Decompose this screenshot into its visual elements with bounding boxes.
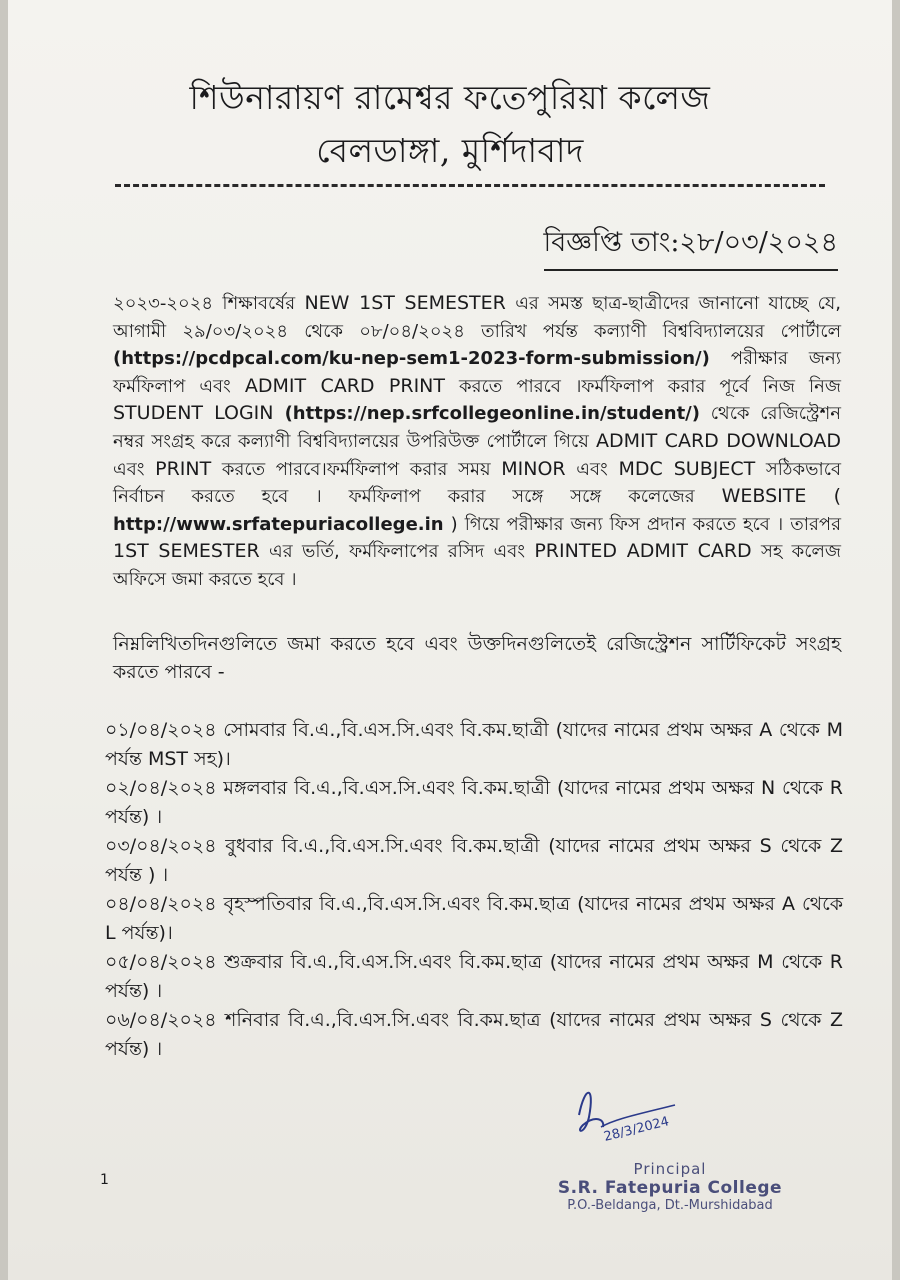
page-number: 1	[100, 1172, 109, 1188]
stamp-title: Principal	[633, 1160, 707, 1178]
schedule-item: ০১/০৪/২০২৪ সোমবার বি.এ.,বি.এস.সি.এবং বি.কম.ছাত্রী (যাদের নামের প্রথম অক্ষর A থেকে M পর্যন্ত MST সহ)।	[105, 719, 843, 770]
principal-signature	[565, 1075, 705, 1159]
college-website-link: http://www.srfatepuriacollege.in	[113, 513, 444, 535]
dashed-divider	[115, 184, 825, 187]
schedule-item: ০৪/০৪/২০২৪ বৃহস্পতিবার বি.এ.,বি.এস.সি.এবং বি.কম.ছাত্র (যাদের নামের প্রথম অক্ষর A থেকে L পর্যন্ত)।	[105, 893, 843, 944]
stamp-address: P.O.-Beldanga, Dt.-Murshidabad	[567, 1198, 773, 1213]
stamp-college: S.R. Fatepuria College	[557, 1178, 783, 1198]
college-location: বেলডাঙ্গা, মুর্শিদাবাদ	[316, 131, 584, 170]
principal-stamp	[540, 1160, 800, 1213]
notice-paragraph: ২০২৩-২০২৪ শিক্ষাবর্ষের NEW 1ST SEMESTER এর সমস্ত ছাত্র-ছাত্রীদের জানানো যাচ্ছে যে, আগামী ২৯/০৩/২০২৪ থেকে ০৮/০৪/২০২৪ তারিখ পর্যন্ত কল্যাণী বিশ্ববিদ্যালয়ের পোর্টালে (https://pcdpcal.com/ku-nep-sem1-2023-form-submission/) পরীক্ষার জন্য ফর্মফিলাপ এবং ADMIT CARD PRINT করতে পারবে ।ফর্মফিলাপ করার পূর্বে নিজ নিজ STUDENT LOGIN (https://nep.srfcollegeonline.in/student/) থেকে রেজিস্ট্রেশন নম্বর সংগ্রহ করে কল্যাণী বিশ্ববিদ্যালয়ের উপরিউক্ত পোর্টালে গিয়ে ADMIT CARD DOWNLOAD এবং PRINT করতে পারবে।ফর্মফিলাপ করার সময় MINOR এবং MDC SUBJECT সঠিকভাবে নির্বাচন করতে হবে । ফর্মফিলাপ করার সঙ্গে সঙ্গে কলেজের WEBSITE ( http://www.srfatepuriacollege.in ) গিয়ে পরীক্ষার জন্য ফিস প্রদান করতে হবে । তারপর 1ST SEMESTER এর ভর্তি, ফর্মফিলাপের রসিদ এবং PRINTED ADMIT CARD সহ কলেজ অফিসে জমা করতে হবে ।	[113, 292, 842, 590]
schedule-list	[105, 716, 843, 1064]
student-login-link: (https://nep.srfcollegeonline.in/student/)	[284, 403, 700, 425]
college-name: শিউনারায়ণ রামেশ্বর ফতেপুরিয়া কলেজ	[189, 78, 711, 117]
signature-date: 28/3/2024	[602, 1114, 671, 1145]
notice-date: বিজ্ঞপ্তি তাং:২৮/০৩/২০২৪	[544, 222, 838, 271]
submission-instruction: নিম্নলিখিতদিনগুলিতে জমা করতে হবে এবং উক্তদিনগুলিতেই রেজিস্ট্রেশন সার্টিফিকেট সংগ্রহ করতে পারবে -	[113, 633, 841, 683]
portal-link: (https://pcdpcal.com/ku-nep-sem1-2023-form-submission/)	[113, 348, 710, 370]
schedule-item: ০৩/০৪/২০২৪ বুধবার বি.এ.,বি.এস.সি.এবং বি.কম.ছাত্রী (যাদের নামের প্রথম অক্ষর S থেকে Z পর্যন্ত ) ।	[105, 835, 843, 886]
schedule-item: ০৫/০৪/২০২৪ শুক্রবার বি.এ.,বি.এস.সি.এবং বি.কম.ছাত্র (যাদের নামের প্রথম অক্ষর M থেকে R পর্যন্ত) ।	[105, 951, 843, 1002]
schedule-item: ০৬/০৪/২০২৪ শনিবার বি.এ.,বি.এস.সি.এবং বি.কম.ছাত্র (যাদের নামের প্রথম অক্ষর S থেকে Z পর্যন্ত) ।	[105, 1009, 843, 1060]
schedule-item: ০২/০৪/২০২৪ মঙ্গলবার বি.এ.,বি.এস.সি.এবং বি.কম.ছাত্রী (যাদের নামের প্রথম অক্ষর N থেকে R পর্যন্ত) ।	[105, 777, 843, 828]
